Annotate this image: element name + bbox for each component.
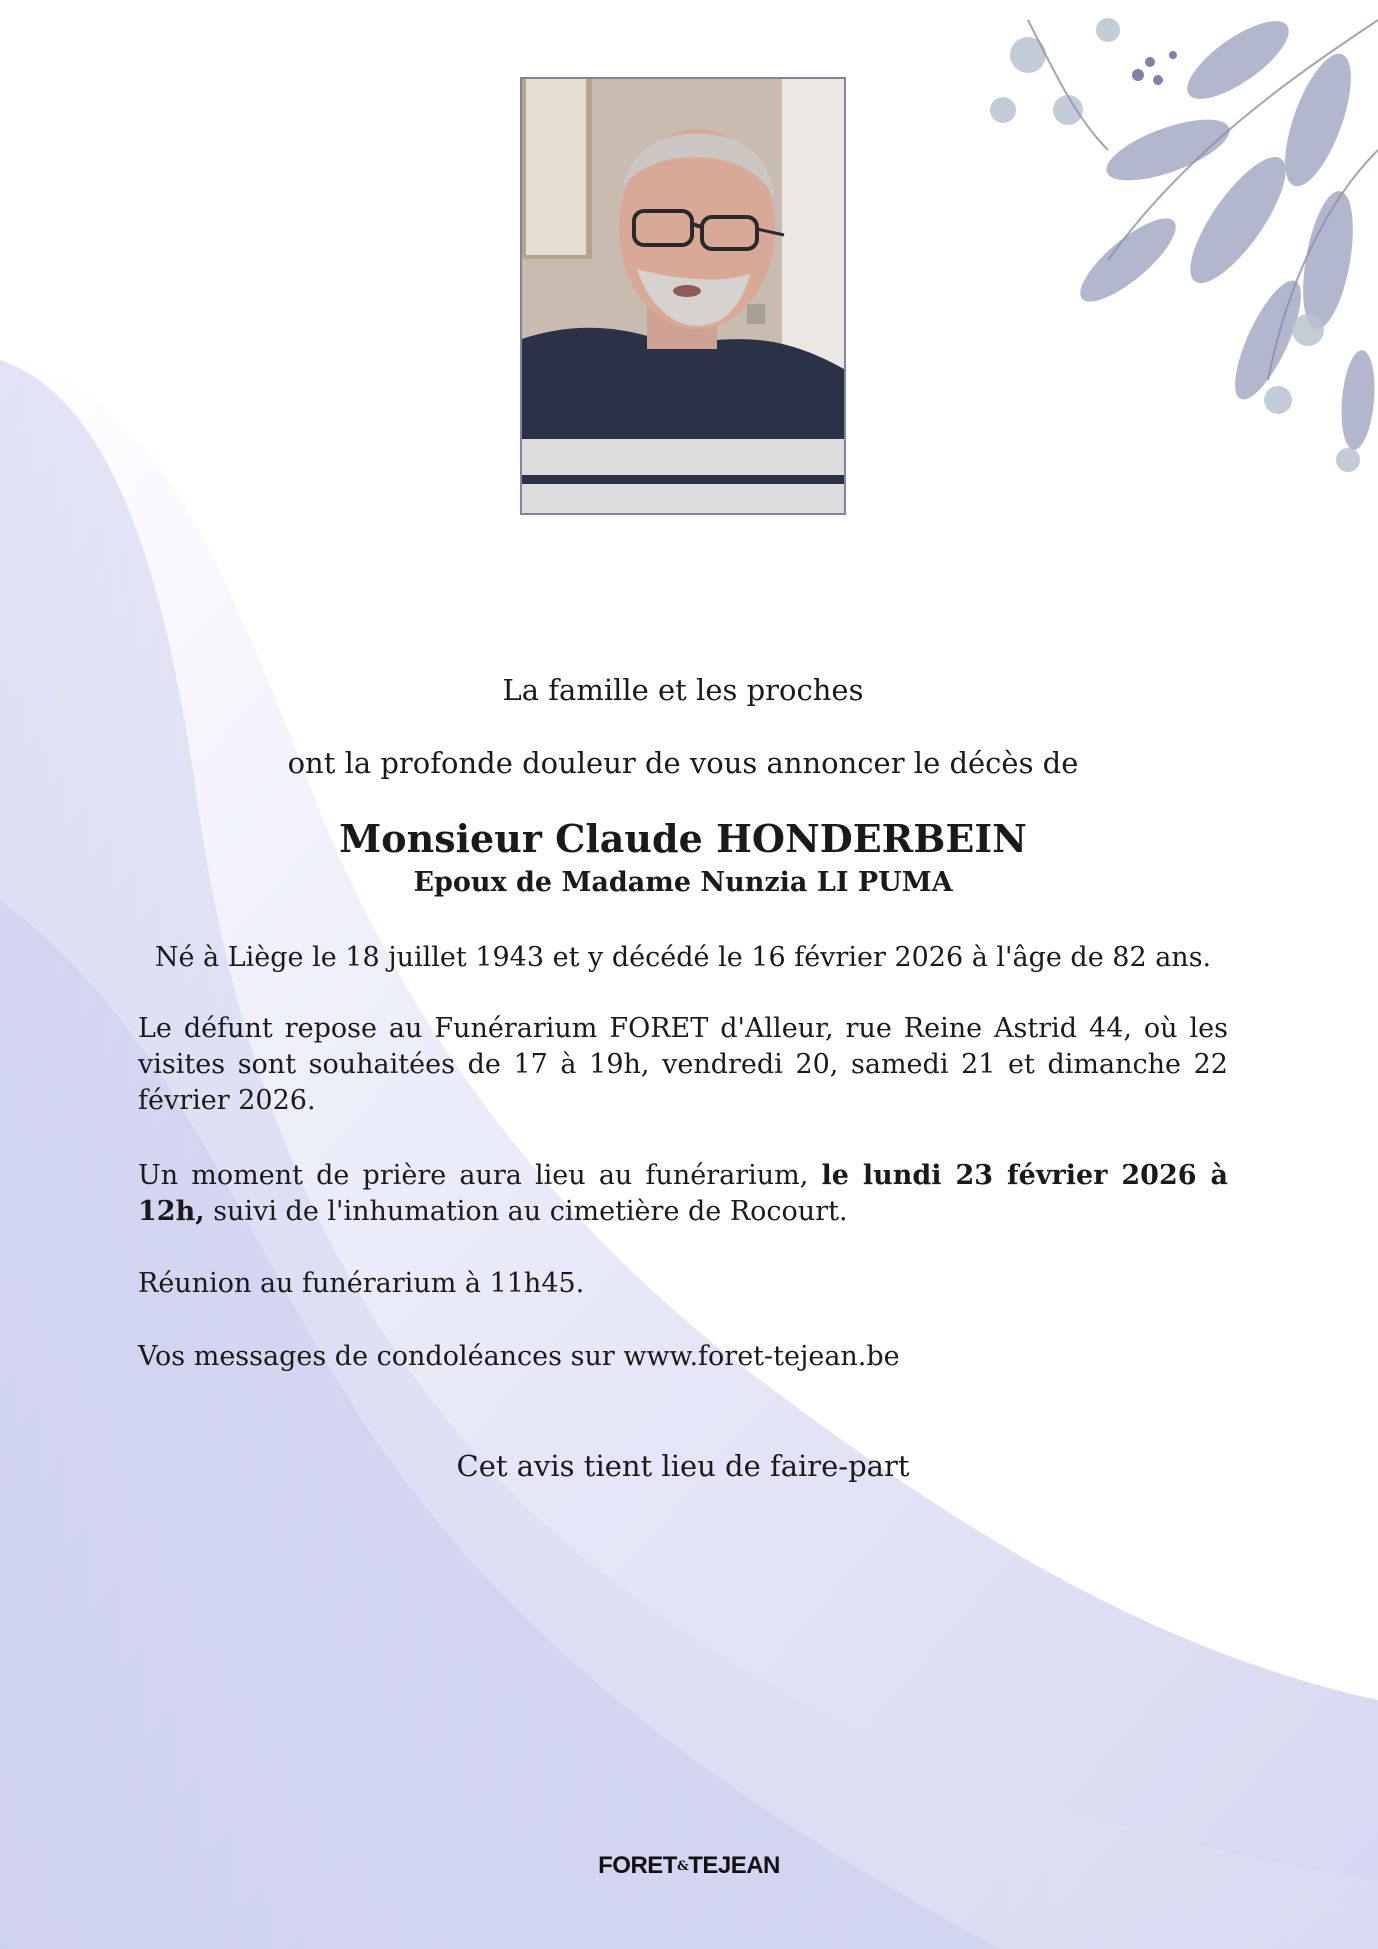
deceased-name: Monsieur Claude HONDERBEIN — [339, 816, 1027, 861]
portrait-photo — [520, 77, 846, 515]
reunion-line: Réunion au funérarium à 11h45. — [138, 1268, 585, 1299]
birth-death-line: Né à Liège le 18 juillet 1943 et y décédé le 16 février 2026 à l'âge de 82 ans. — [154, 942, 1212, 973]
visits-paragraph: Le défunt repose au Funérarium FORET d'Alleur, rue Reine Astrid 44, où les visites sont souhaitées de 17 à 19h, vendredi 20, samedi 21 et dimanche 22 février 2026. — [138, 1013, 1228, 1116]
closing-line: Cet avis tient lieu de faire-part — [456, 1449, 910, 1483]
ceremony-text-start: Un moment de prière aura lieu au funérarium, — [138, 1160, 822, 1191]
condolences-line: Vos messages de condoléances sur www.foret-tejean.be — [138, 1341, 900, 1372]
foliage-decoration — [908, 0, 1378, 480]
ceremony-paragraph — [138, 1158, 1228, 1230]
spouse-line: Epoux de Madame Nunzia LI PUMA — [413, 867, 953, 898]
intro-line-1: La famille et les proches — [502, 673, 864, 707]
ceremony-text-end: suivi de l'inhumation au cimetière de Rocourt. — [204, 1196, 848, 1227]
funeral-home-logo — [589, 1852, 789, 1880]
ceremony-date: le lundi 23 février 2026 à 12h, — [138, 1160, 1229, 1227]
logo-right: TEJEAN — [688, 1852, 780, 1879]
intro-line-2: ont la profonde douleur de vous annoncer le décès de — [287, 746, 1079, 780]
logo-ampersand: & — [676, 1859, 689, 1875]
logo-left: FORET — [598, 1852, 677, 1879]
